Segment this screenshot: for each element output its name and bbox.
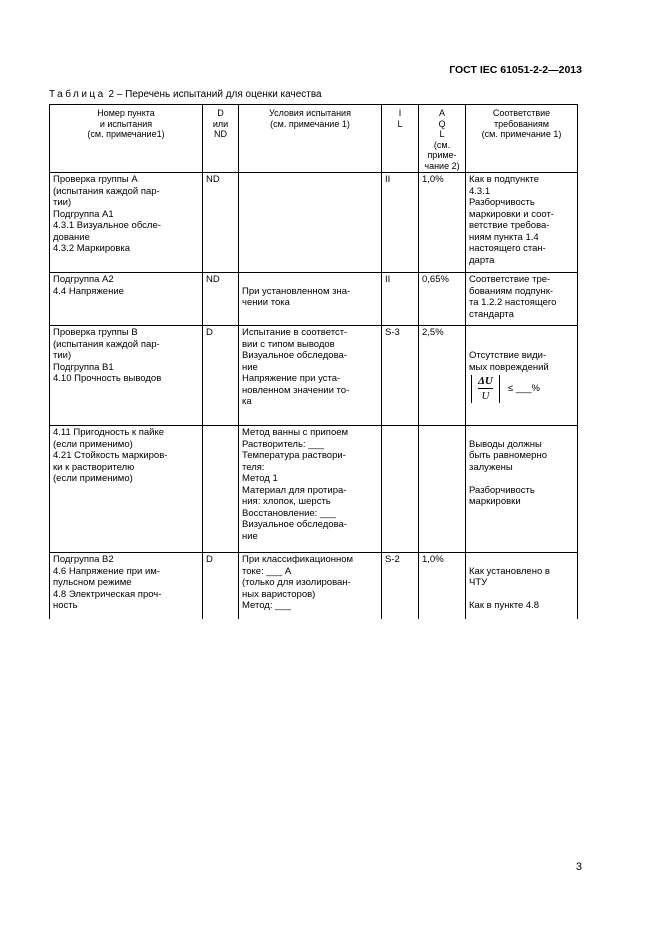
- cell-line: [242, 274, 378, 286]
- quality-tests-table: [49, 104, 578, 619]
- header-line: чание 2): [424, 160, 460, 171]
- table-row: [50, 426, 578, 553]
- cell-line: Отсутствие види-: [469, 350, 547, 361]
- fraction-denominator: U: [481, 390, 490, 402]
- header-line: Q: [438, 118, 446, 129]
- cell-conditions: [239, 173, 382, 273]
- page-number: 3: [575, 861, 582, 873]
- cell-conditions: [239, 426, 382, 553]
- cell-line: ветствие требова-: [469, 220, 550, 231]
- cell-line: 4.8 Электрическая проч-: [53, 588, 162, 600]
- cell-line: залужены: [469, 461, 513, 473]
- cell-line: D: [206, 327, 213, 338]
- cell-line: Подгруппа В2: [53, 554, 114, 565]
- cell-line: 2,5%: [422, 327, 444, 338]
- cell-line: (если применимо): [53, 473, 133, 484]
- header-line: требованиям: [494, 118, 549, 129]
- header-line: L: [397, 118, 403, 129]
- cell-line: стандарта: [469, 308, 514, 320]
- cell-line: Визуальное обследова-: [242, 519, 347, 530]
- cell-il: [382, 426, 419, 553]
- cell-line: бованиям подпунк-: [469, 285, 554, 297]
- cell-line: Испытание в соответст-: [242, 327, 348, 338]
- header-cell-requirements: [466, 105, 578, 173]
- cell-line: (испытания каждой пар-: [53, 185, 160, 197]
- cell-line: ние: [242, 530, 258, 542]
- cell-line: Материал для протира-: [242, 484, 347, 496]
- cell-line: Проверка группы В: [53, 327, 138, 338]
- cell-line: Метод 1: [242, 473, 278, 484]
- cell-line: дование: [53, 231, 90, 243]
- cell-line: 4.4 Напряжение: [53, 285, 124, 297]
- table-row: [50, 173, 578, 273]
- cell-line: ных варисторов): [242, 588, 316, 600]
- header-line: (см. приме-: [427, 139, 457, 160]
- cell-line: ЧТУ: [469, 577, 488, 588]
- cell-il: [382, 273, 419, 326]
- cell-line: токе: ___ А: [242, 565, 292, 577]
- formula-block: [471, 375, 574, 403]
- cell-requirements: [466, 173, 578, 273]
- cell-line: маркировки: [469, 496, 521, 507]
- cell-line: чении тока: [242, 297, 290, 308]
- cell-line: Метод: ___: [242, 600, 291, 611]
- header-line: I: [398, 108, 402, 118]
- cell-line: [469, 327, 574, 339]
- cell-line: та 1.2.2 настоящего: [469, 297, 557, 308]
- cell-line: Выводы должны: [469, 438, 542, 450]
- cell-line: [469, 589, 574, 601]
- cell-line: Подгруппа А2: [53, 274, 114, 285]
- cell-line: 4.10 Прочность выводов: [53, 373, 162, 384]
- cell-il: [382, 326, 419, 426]
- cell-d-nd: [203, 326, 239, 426]
- header-line: (см. примечание 1): [481, 129, 562, 139]
- cell-line: ния: хлопок, шерсть: [242, 496, 331, 507]
- cell-line: дарта: [469, 254, 495, 266]
- cell-aql: [419, 173, 466, 273]
- table-caption-text: 2 – Перечень испытаний для оценки качества: [105, 89, 322, 100]
- cell-line: ND: [206, 174, 220, 185]
- cell-line: Метод ванны с припоем: [242, 427, 349, 438]
- cell-line: Подгруппа А1: [53, 208, 114, 220]
- cell-line: Разборчивость: [469, 484, 535, 496]
- cell-line: 4.3.1 Визуальное обсле-: [53, 220, 161, 231]
- cell-line: [469, 473, 574, 485]
- cell-clause: [50, 173, 203, 273]
- fraction-numerator: ΔU: [478, 375, 493, 387]
- cell-line: маркировки и соот-: [469, 208, 554, 220]
- table-header-row: [50, 105, 578, 173]
- cell-line: Разборчивость: [469, 197, 535, 208]
- cell-conditions: [239, 326, 382, 426]
- cell-line: [469, 554, 574, 566]
- cell-line: 4.21 Стойкость маркиров-: [53, 450, 168, 461]
- header-line: ND: [214, 129, 227, 139]
- cell-line: тии): [53, 197, 72, 208]
- cell-conditions: [239, 273, 382, 326]
- header-line: или: [212, 118, 229, 129]
- cell-line: быть равномерно: [469, 450, 547, 461]
- cell-line: Соответствие тре-: [469, 274, 551, 285]
- cell-line: 4.3.1: [469, 185, 491, 197]
- cell-line: S-3: [385, 327, 400, 338]
- cell-d-nd: [203, 273, 239, 326]
- cell-line: 1,0%: [422, 174, 444, 185]
- header-line: (см. примечание1): [87, 129, 165, 139]
- cell-aql: [419, 426, 466, 553]
- cell-line: теля:: [242, 461, 265, 473]
- cell-line: Проверка группы А: [53, 174, 138, 185]
- header-line: и испытания: [99, 118, 153, 129]
- cell-line: 4.11 Пригодность к пайке: [53, 427, 165, 438]
- table-caption: [49, 89, 322, 100]
- cell-aql: [419, 326, 466, 426]
- cell-line: (испытания каждой пар-: [53, 338, 160, 350]
- header-cell-aql: [419, 105, 466, 173]
- cell-line: новленном значении то-: [242, 384, 350, 396]
- cell-line: 1,0%: [422, 554, 444, 565]
- cell-line: II: [385, 174, 391, 185]
- cell-line: 4.3.2 Маркировка: [53, 243, 131, 254]
- cell-requirements: [466, 553, 578, 619]
- cell-clause: [50, 326, 203, 426]
- table-row: [50, 553, 578, 619]
- cell-clause: [50, 553, 203, 619]
- cell-line: (только для изолирован-: [242, 577, 351, 588]
- header-cell-conditions: [239, 105, 382, 173]
- formula-suffix: ≤ ___%: [507, 383, 540, 395]
- cell-line: 4.6 Напряжение при им-: [53, 565, 160, 577]
- cell-line: ND: [206, 274, 220, 285]
- table-caption-label: Таблица: [49, 89, 106, 100]
- cell-line: S-2: [385, 554, 400, 565]
- cell-line: ка: [242, 396, 252, 407]
- cell-line: вии с типом выводов: [242, 338, 335, 350]
- header-line: A: [438, 108, 445, 118]
- cell-aql: [419, 553, 466, 619]
- cell-line: [469, 339, 574, 351]
- cell-line: ниям пункта 1.4: [469, 231, 539, 243]
- cell-line: мых повреждений: [469, 361, 549, 373]
- cell-line: Растворитель: ___: [242, 438, 325, 450]
- cell-line: пульсном режиме: [53, 577, 132, 588]
- cell-line: Восстановление: ___: [242, 507, 336, 519]
- cell-requirements: [466, 426, 578, 553]
- cell-line: ность: [53, 600, 78, 611]
- cell-line: II: [385, 274, 391, 285]
- cell-line: Температура раствори-: [242, 450, 346, 461]
- header-line: Соответствие: [492, 108, 551, 118]
- cell-line: Как в подпункте: [469, 174, 539, 185]
- cell-line: Как установлено в: [469, 565, 550, 577]
- cell-line: Как в пункте 4.8: [469, 600, 540, 611]
- cell-requirements: [466, 273, 578, 326]
- cell-il: [382, 553, 419, 619]
- cell-clause: [50, 426, 203, 553]
- cell-d-nd: [203, 553, 239, 619]
- cell-line: настоящего стан-: [469, 243, 546, 254]
- cell-il: [382, 173, 419, 273]
- header-cell-clause: [50, 105, 203, 173]
- cell-line: [469, 427, 574, 439]
- cell-d-nd: [203, 426, 239, 553]
- header-line: (см. примечание 1): [270, 118, 350, 129]
- cell-line: Визуальное обследова-: [242, 350, 347, 361]
- header-line: Условия испытания: [269, 108, 351, 118]
- cell-line: Напряжение при уста-: [242, 373, 341, 384]
- cell-aql: [419, 273, 466, 326]
- cell-d-nd: [203, 173, 239, 273]
- table-row: [50, 273, 578, 326]
- cell-line: 0,65%: [422, 274, 449, 285]
- cell-requirements: [466, 326, 578, 426]
- cell-line: При классификационном: [242, 554, 354, 565]
- header-cell-d-nd: [203, 105, 239, 173]
- header-line: D: [217, 108, 224, 118]
- cell-conditions: [239, 553, 382, 619]
- header-line: Номер пункта: [97, 108, 155, 118]
- table-row: [50, 326, 578, 426]
- cell-line: ки к растворителю: [53, 461, 135, 473]
- header-line: L: [439, 129, 445, 139]
- cell-clause: [50, 273, 203, 326]
- voltage-ratio-fraction: [471, 375, 500, 403]
- document-standard-header: ГОСТ IEC 61051-2-2—2013: [449, 64, 582, 76]
- cell-line: (если применимо): [53, 438, 133, 450]
- cell-line: D: [206, 554, 213, 565]
- cell-line: Подгруппа В1: [53, 361, 114, 373]
- cell-line: ние: [242, 361, 258, 373]
- header-cell-il: [382, 105, 419, 173]
- cell-line: тии): [53, 350, 72, 361]
- cell-line: При установленном зна-: [242, 285, 351, 297]
